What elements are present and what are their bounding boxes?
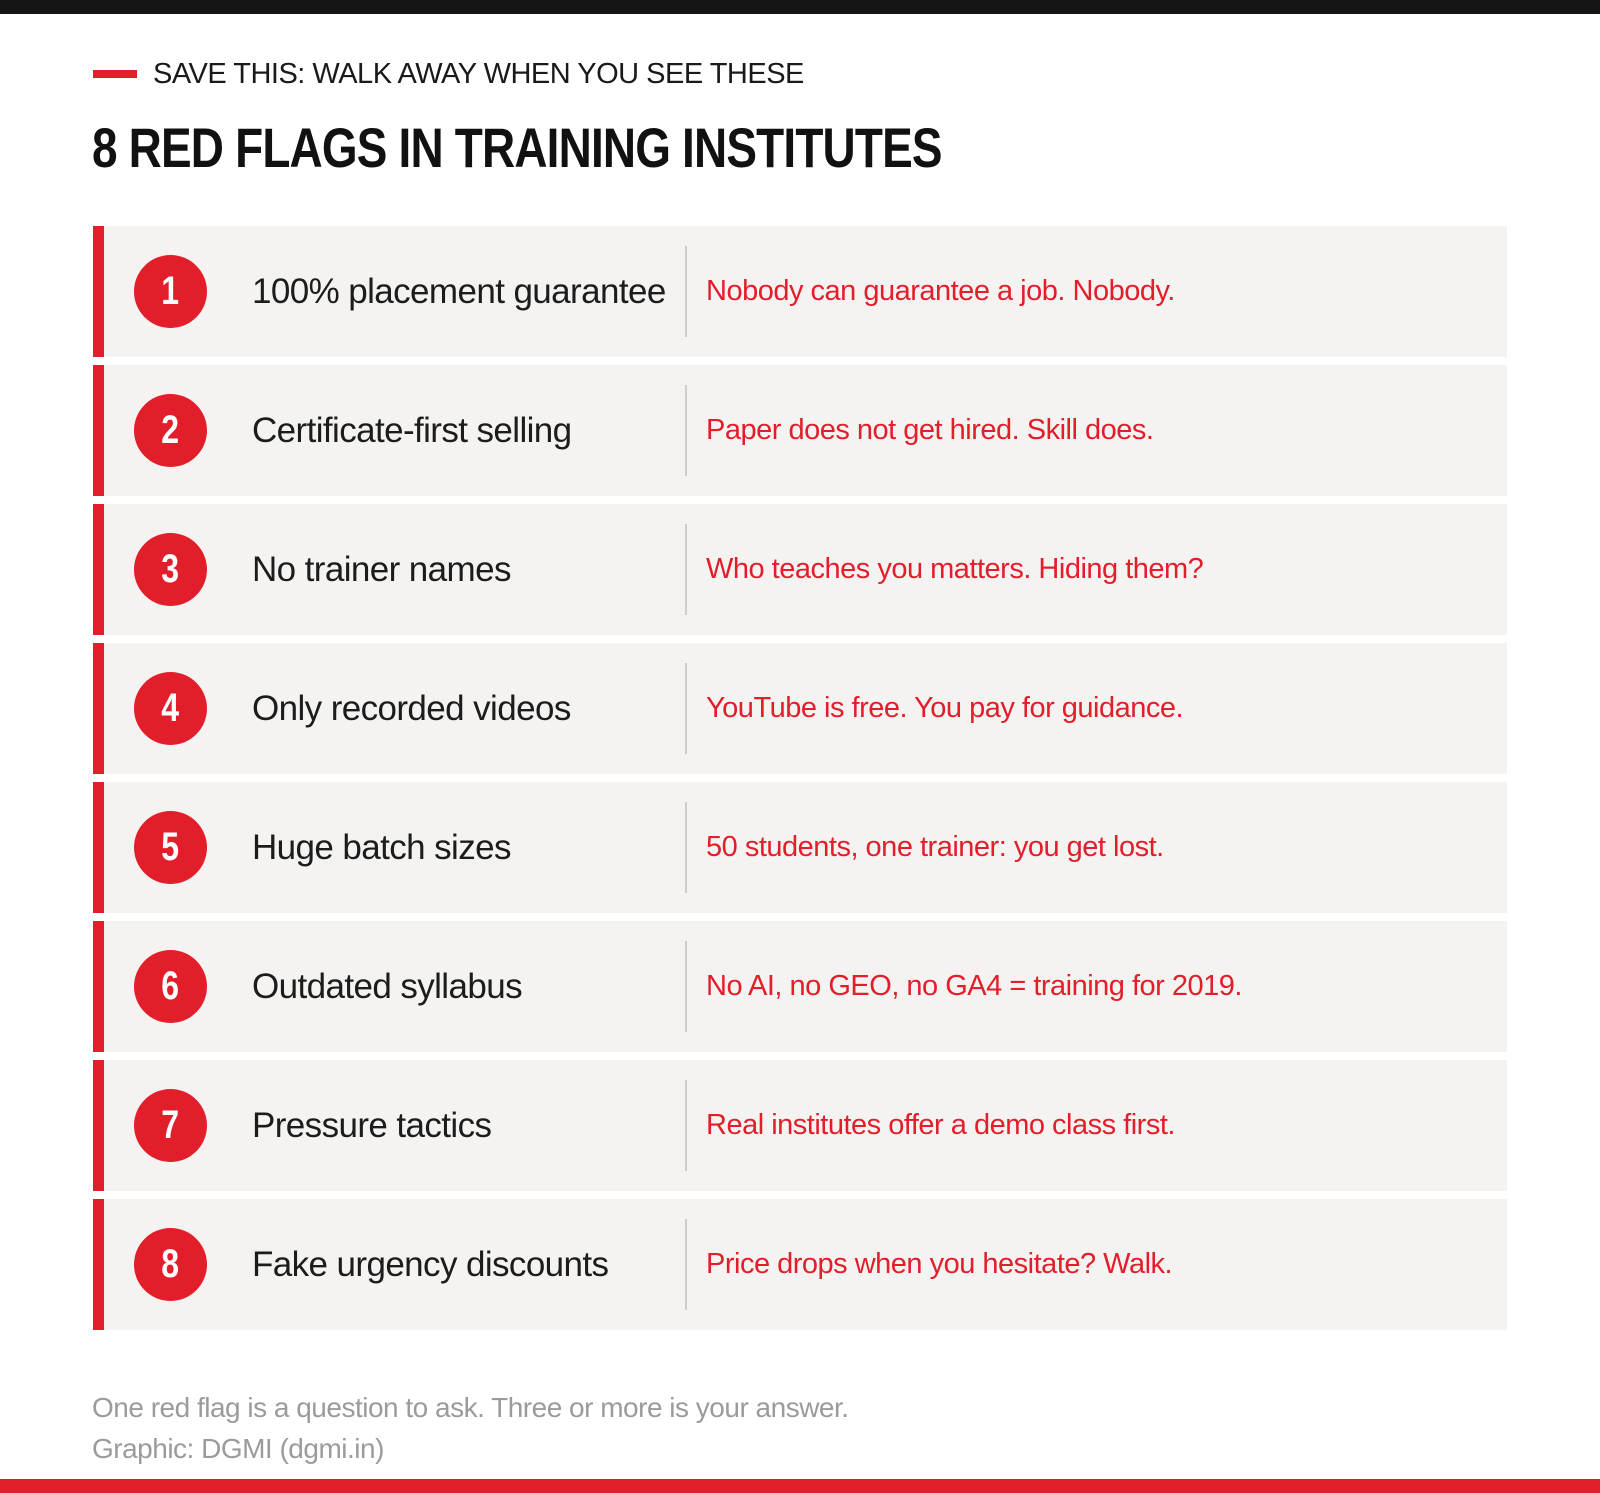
- flag-row-3: [93, 504, 1507, 635]
- footer-takeaway: One red flag is a question to ask. Three or more is your answer.: [92, 1392, 849, 1423]
- flag-title: Outdated syllabus: [252, 966, 522, 1006]
- number-badge: [134, 1089, 207, 1162]
- badge-number: 5: [161, 825, 180, 869]
- badge-number: 6: [161, 964, 180, 1008]
- flag-title: 100% placement guarantee: [252, 271, 666, 311]
- number-badge: [134, 533, 207, 606]
- number-badge: [134, 672, 207, 745]
- flag-title: No trainer names: [252, 549, 511, 589]
- page-title: 8 RED FLAGS IN TRAINING INSTITUTES: [92, 116, 942, 179]
- flag-note: Real institutes offer a demo class first.: [706, 1109, 1175, 1141]
- kicker-text: SAVE THIS: WALK AWAY WHEN YOU SEE THESE: [153, 57, 804, 90]
- red-flag-list: [93, 226, 1507, 1338]
- flag-row-7: [93, 1060, 1507, 1191]
- row-divider: [685, 385, 687, 476]
- flag-row-5: [93, 782, 1507, 913]
- footer-credit: Graphic: DGMI (dgmi.in): [92, 1433, 384, 1464]
- number-badge: [134, 950, 207, 1023]
- row-divider: [685, 941, 687, 1032]
- flag-note: Price drops when you hesitate? Walk.: [706, 1248, 1173, 1280]
- number-badge: [134, 811, 207, 884]
- flag-row-2: [93, 365, 1507, 496]
- flag-title: Pressure tactics: [252, 1105, 492, 1145]
- badge-number: 3: [161, 547, 180, 591]
- flag-title: Fake urgency discounts: [252, 1244, 609, 1284]
- flag-row-4: [93, 643, 1507, 774]
- flag-note: 50 students, one trainer: you get lost.: [706, 831, 1164, 863]
- kicker-dash: [93, 70, 137, 78]
- flag-title: Only recorded videos: [252, 688, 571, 728]
- number-badge: [134, 394, 207, 467]
- row-divider: [685, 663, 687, 754]
- flag-note: No AI, no GEO, no GA4 = training for 2019.: [706, 970, 1242, 1002]
- badge-number: 1: [161, 269, 180, 313]
- flag-note: YouTube is free. You pay for guidance.: [706, 692, 1184, 724]
- flag-row-1: [93, 226, 1507, 357]
- number-badge: [134, 255, 207, 328]
- row-divider: [685, 1219, 687, 1310]
- row-divider: [685, 246, 687, 337]
- flag-note: Nobody can guarantee a job. Nobody.: [706, 275, 1175, 307]
- badge-number: 4: [161, 686, 180, 730]
- row-divider: [685, 524, 687, 615]
- flag-title: Huge batch sizes: [252, 827, 511, 867]
- badge-number: 2: [161, 408, 180, 452]
- top-bar: [0, 0, 1600, 14]
- flag-note: Paper does not get hired. Skill does.: [706, 414, 1154, 446]
- kicker: [93, 52, 804, 96]
- number-badge: [134, 1228, 207, 1301]
- row-divider: [685, 1080, 687, 1171]
- flag-row-6: [93, 921, 1507, 1052]
- flag-title: Certificate-first selling: [252, 410, 572, 450]
- flag-note: Who teaches you matters. Hiding them?: [706, 553, 1204, 585]
- bottom-bar: [0, 1479, 1600, 1493]
- badge-number: 7: [161, 1103, 180, 1147]
- badge-number: 8: [161, 1242, 180, 1286]
- flag-row-8: [93, 1199, 1507, 1330]
- row-divider: [685, 802, 687, 893]
